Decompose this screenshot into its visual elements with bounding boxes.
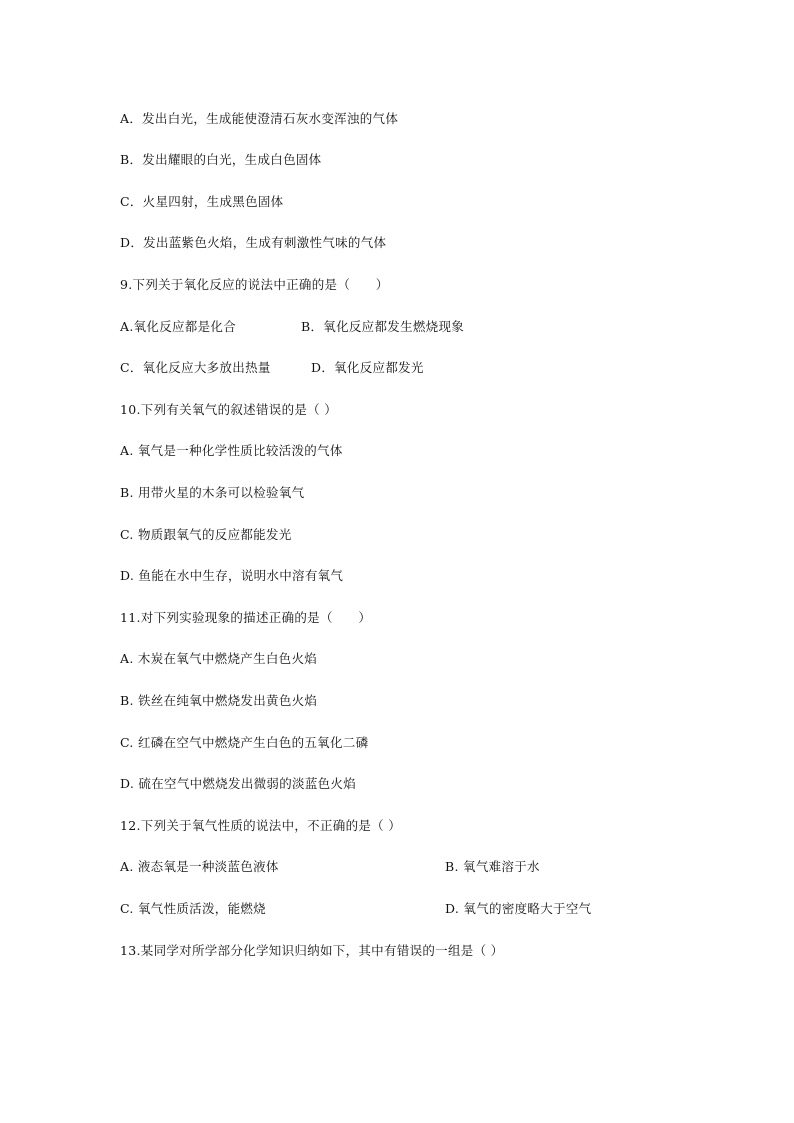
q10-option-a: A. 氧气是一种化学性质比较活泼的气体 — [120, 443, 343, 458]
q8-option-d: D．发出蓝紫色火焰，生成有刺激性气味的气体 — [120, 235, 387, 250]
q9-stem: 9.下列关于氧化反应的说法中正确的是（ ） — [120, 277, 389, 292]
q12-option-a: A. 液态氧是一种淡蓝色液体 — [120, 859, 279, 874]
q8-option-b: B．发出耀眼的白光，生成白色固体 — [120, 152, 322, 167]
q8-option-a: A．发出白光，生成能使澄清石灰水变浑浊的气体 — [120, 111, 399, 126]
q9-option-b: B．氧化反应都发生燃烧现象 — [301, 319, 465, 334]
q11-option-a: A. 木炭在氧气中燃烧产生白色火焰 — [120, 651, 318, 666]
q9-option-d: D．氧化反应都发光 — [311, 360, 424, 375]
q13-stem: 13.某同学对所学部分化学知识归纳如下，其中有错误的一组是（ ） — [120, 943, 504, 958]
q11-option-c: C. 红磷在空气中燃烧产生白色的五氧化二磷 — [120, 735, 369, 750]
q11-stem: 11.对下列实验现象的描述正确的是（ ） — [120, 610, 372, 625]
q8-option-c: C．火星四射，生成黑色固体 — [120, 194, 284, 209]
q9-option-a: A.氧化反应都是化合 — [120, 319, 237, 334]
q10-option-d: D. 鱼能在水中生存，说明水中溶有氧气 — [120, 568, 344, 583]
q11-option-d: D. 硫在空气中燃烧发出微弱的淡蓝色火焰 — [120, 776, 357, 791]
q12-stem: 12.下列关于氧气性质的说法中，不正确的是（ ） — [120, 818, 402, 833]
q12-option-c: C. 氧气性质活泼，能燃烧 — [120, 901, 266, 916]
q12-option-b: B. 氧气难溶于水 — [445, 859, 540, 874]
q12-option-d: D. 氧气的密度略大于空气 — [445, 901, 592, 916]
q10-option-b: B. 用带火星的木条可以检验氧气 — [120, 485, 305, 500]
q11-option-b: B. 铁丝在纯氧中燃烧发出黄色火焰 — [120, 693, 318, 708]
q10-stem: 10.下列有关氧气的叙述错误的是（ ） — [120, 402, 338, 417]
q10-option-c: C. 物质跟氧气的反应都能发光 — [120, 527, 292, 542]
q9-option-c: C．氧化反应大多放出热量 — [120, 360, 271, 375]
